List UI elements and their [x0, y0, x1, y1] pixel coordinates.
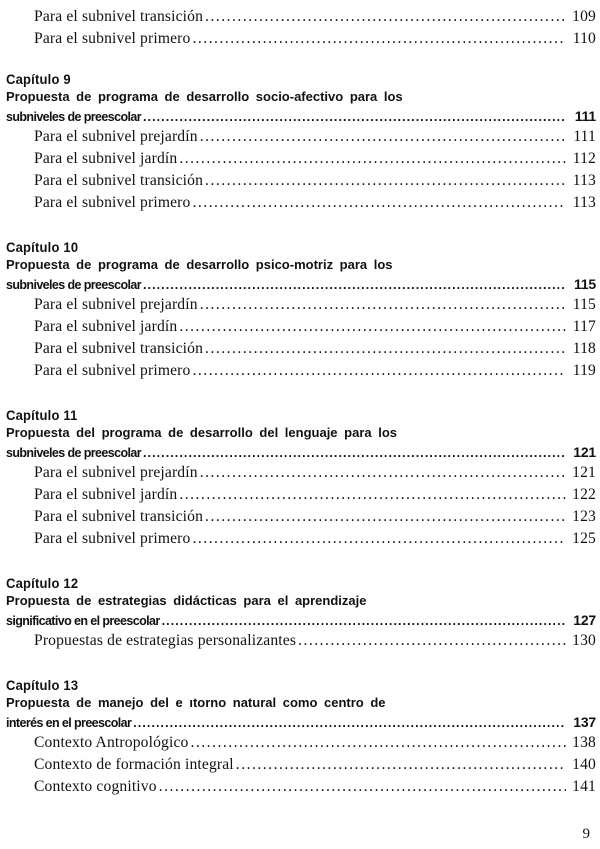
toc-entry[interactable] — [6, 528, 596, 550]
toc-entry[interactable] — [6, 732, 596, 754]
toc-entry-label: Para el subnivel transición — [34, 340, 204, 357]
toc-entry-page: 110 — [572, 30, 596, 47]
dot-leader — [179, 148, 566, 170]
toc-entry-page: 115 — [572, 296, 596, 313]
dot-leader — [143, 275, 566, 294]
dot-leader — [192, 528, 566, 550]
dot-leader — [200, 126, 566, 148]
chapter-page: 137 — [573, 714, 596, 730]
toc-entry-page: 140 — [572, 756, 596, 773]
toc-entry-label: Para el subnivel prejardín — [34, 464, 198, 481]
toc-entry-page: 113 — [572, 172, 596, 189]
toc-entry[interactable] — [6, 126, 596, 148]
dot-leader — [143, 443, 566, 462]
toc-entry-label: Para el subnivel primero — [34, 362, 191, 379]
dot-leader — [190, 732, 566, 754]
chapter-page: 111 — [574, 108, 596, 124]
toc-entry[interactable] — [6, 630, 596, 652]
chapter-label: Capítulo 10 — [6, 239, 79, 256]
toc-entry[interactable] — [6, 6, 596, 28]
chapter-title-entry[interactable] — [6, 442, 596, 462]
dot-leader — [200, 294, 566, 316]
chapter-page: 127 — [573, 612, 596, 628]
toc-entry-label: Para el subnivel jardín — [34, 318, 178, 335]
toc-entry-label: Para el subnivel transición — [34, 8, 204, 25]
chapter-title: Propuesta de programa de desarrollo psico-motriz para los — [6, 257, 393, 272]
toc-entry-page: 141 — [572, 778, 596, 795]
dot-leader — [192, 360, 566, 382]
toc-entry-page: 122 — [572, 486, 596, 503]
toc-entry-page: 113 — [572, 194, 596, 211]
dot-leader — [205, 506, 566, 528]
dot-leader — [236, 754, 566, 776]
toc-entry-label: Contexto de formación integral — [34, 756, 234, 773]
toc-entry-label: Para el subnivel primero — [34, 194, 191, 211]
dot-leader — [192, 28, 566, 50]
toc-entry-label: Para el subnivel primero — [34, 530, 191, 547]
continued-entries — [6, 6, 596, 50]
dot-leader — [205, 6, 566, 28]
toc-entry[interactable] — [6, 294, 596, 316]
chapter-title: Propuesta de manejo del e ıtorno natural como centro de — [6, 695, 386, 710]
toc-entry[interactable] — [6, 360, 596, 382]
toc-entry-page: 138 — [572, 734, 596, 751]
toc-entry-page: 123 — [572, 508, 596, 525]
chapter-title-line2: subniveles de preescolar — [6, 446, 141, 460]
toc-entry-label: Contexto Antropológico — [34, 734, 189, 751]
chapter-10-section — [6, 238, 596, 382]
toc-entry-label: Contexto cognitivo — [34, 778, 157, 795]
toc-entry-label: Para el subnivel transición — [34, 508, 204, 525]
dot-leader — [192, 192, 566, 214]
dot-leader — [143, 107, 566, 126]
toc-entry[interactable] — [6, 316, 596, 338]
toc-entry-label: Para el subnivel jardín — [34, 486, 178, 503]
toc-entry-page: 118 — [572, 340, 596, 357]
chapter-title-entry[interactable] — [6, 712, 596, 732]
chapter-title-line2: subniveles de preescolar — [6, 110, 141, 124]
page-number: 9 — [582, 826, 590, 842]
toc-entry[interactable] — [6, 170, 596, 192]
toc-entry-page: 121 — [572, 464, 596, 481]
toc-entry-page: 111 — [573, 128, 596, 145]
toc-entry[interactable] — [6, 754, 596, 776]
dot-leader — [298, 630, 566, 652]
toc-entry-page: 117 — [572, 318, 596, 335]
toc-entry-page: 112 — [572, 150, 596, 167]
dot-leader — [133, 713, 566, 732]
dot-leader — [159, 776, 566, 798]
chapter-title-entry[interactable] — [6, 274, 596, 294]
chapter-title-line2: interés en el preescolar — [6, 716, 132, 730]
chapter-page: 121 — [573, 444, 596, 460]
dot-leader — [162, 611, 566, 630]
toc-entry-label: Para el subnivel prejardín — [34, 296, 198, 313]
toc-entry[interactable] — [6, 28, 596, 50]
toc-entry-label: Para el subnivel jardín — [34, 150, 178, 167]
toc-entry[interactable] — [6, 192, 596, 214]
chapter-title-line2: subniveles de preescolar — [6, 278, 141, 292]
chapter-label: Capítulo 13 — [6, 677, 79, 694]
toc-entry[interactable] — [6, 484, 596, 506]
chapter-11-section — [6, 406, 596, 550]
dot-leader — [205, 170, 566, 192]
toc-entry[interactable] — [6, 462, 596, 484]
toc-entry-page: 119 — [572, 362, 596, 379]
chapter-label: Capítulo 9 — [6, 71, 71, 88]
chapter-9-section — [6, 70, 596, 214]
chapter-title: Propuesta del programa de desarrollo del lenguaje para los — [6, 425, 397, 440]
chapter-title-entry[interactable] — [6, 106, 596, 126]
chapter-title: Propuesta de programa de desarrollo socio-afectivo para los — [6, 89, 403, 104]
chapter-label: Capítulo 12 — [6, 575, 79, 592]
dot-leader — [179, 316, 566, 338]
chapter-title-entry[interactable] — [6, 610, 596, 630]
dot-leader — [179, 484, 566, 506]
toc-entry-page: 125 — [572, 530, 596, 547]
toc-entry-page: 130 — [572, 632, 596, 649]
toc-entry-label: Para el subnivel primero — [34, 30, 191, 47]
dot-leader — [200, 462, 566, 484]
toc-entry-label: Propuestas de estrategias personalizantes — [34, 632, 297, 649]
dot-leader — [205, 338, 566, 360]
toc-entry[interactable] — [6, 148, 596, 170]
toc-entry-page: 109 — [572, 8, 596, 25]
chapter-page: 115 — [574, 276, 596, 292]
chapter-13-section — [6, 676, 596, 798]
toc-entry[interactable] — [6, 338, 596, 360]
chapter-12-section — [6, 574, 596, 652]
chapter-title-line2: significativo en el preescolar — [6, 614, 160, 628]
toc-entry-label: Para el subnivel transición — [34, 172, 204, 189]
toc-entry[interactable] — [6, 506, 596, 528]
toc-entry[interactable] — [6, 776, 596, 798]
chapter-title: Propuesta de estrategias didácticas para el aprendizaje — [6, 593, 367, 608]
toc-entry-label: Para el subnivel prejardín — [34, 128, 198, 145]
chapter-label: Capítulo 11 — [6, 407, 78, 424]
